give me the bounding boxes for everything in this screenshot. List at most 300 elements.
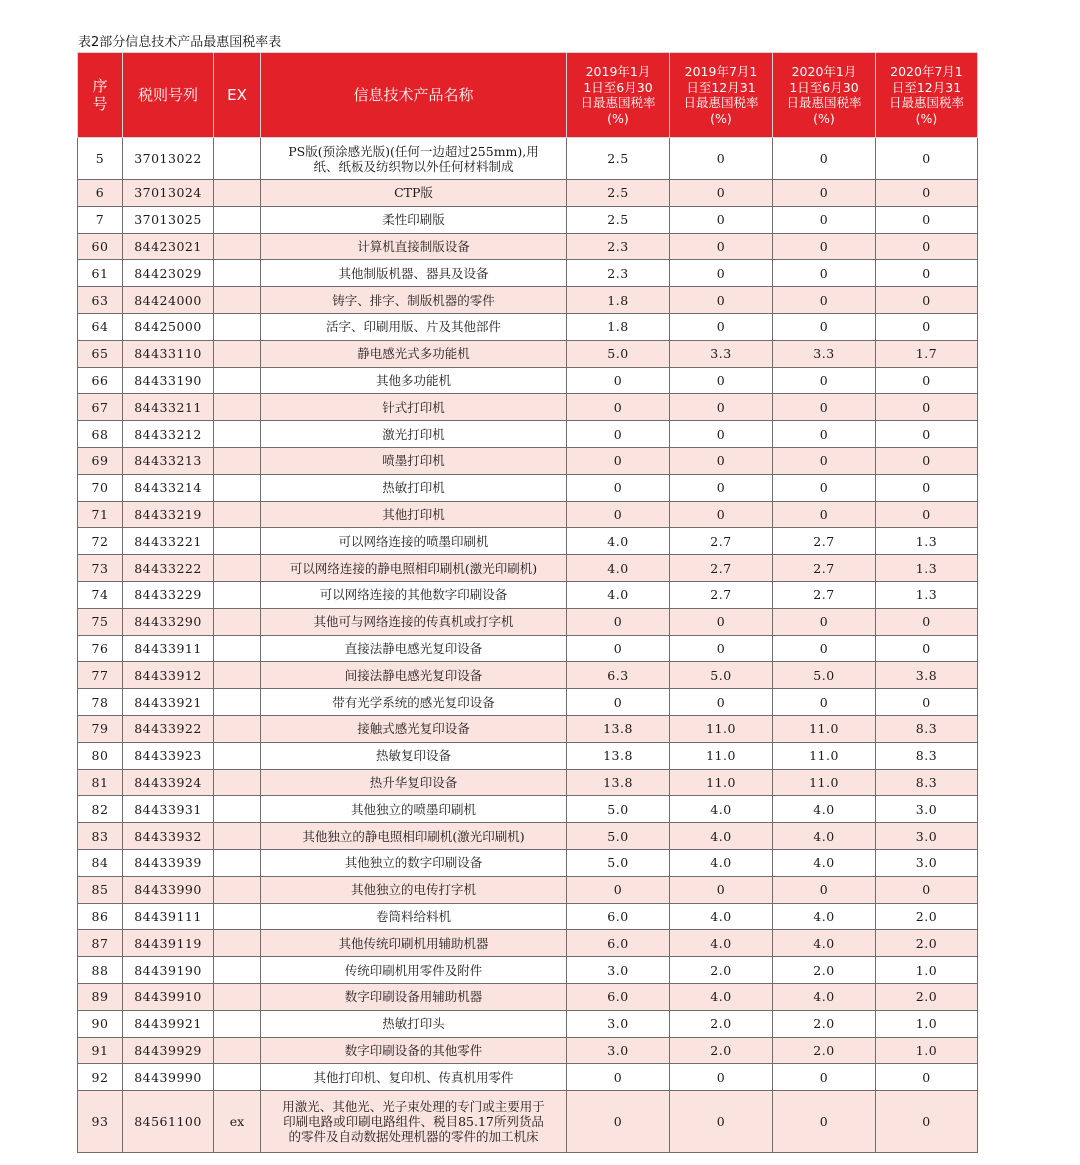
- cell-rate-2019-h2: 0: [670, 474, 773, 501]
- cell-rate-2019-h1: 2.3: [567, 260, 670, 287]
- table-row: [78, 287, 978, 314]
- cell-rate-2020-h2: 0: [876, 474, 978, 501]
- cell-seq: 5: [78, 138, 123, 180]
- table-row: [78, 206, 978, 233]
- cell-rate-2019-h2: 11.0: [670, 742, 773, 769]
- cell-rate-2020-h2: 0: [876, 689, 978, 716]
- cell-name: 其他多功能机: [261, 367, 567, 394]
- cell-rate-2019-h1: 2.3: [567, 233, 670, 260]
- cell-code: 84433921: [123, 689, 214, 716]
- cell-name: 带有光学系统的感光复印设备: [261, 689, 567, 716]
- cell-rate-2019-h1: 2.5: [567, 180, 670, 207]
- cell-code: 84433212: [123, 421, 214, 448]
- cell-seq: 6: [78, 180, 123, 207]
- cell-ex: [214, 260, 261, 287]
- cell-seq: 83: [78, 823, 123, 850]
- cell-rate-2020-h1: 5.0: [773, 662, 876, 689]
- cell-ex: [214, 635, 261, 662]
- cell-rate-2020-h1: 2.7: [773, 528, 876, 555]
- cell-rate-2019-h1: 1.8: [567, 287, 670, 314]
- cell-rate-2020-h2: 1.7: [876, 340, 978, 367]
- cell-rate-2019-h2: 2.0: [670, 957, 773, 984]
- cell-rate-2020-h2: 3.0: [876, 796, 978, 823]
- header-seq: 序 号: [78, 53, 123, 138]
- cell-ex: [214, 1037, 261, 1064]
- cell-code: 84423029: [123, 260, 214, 287]
- cell-rate-2020-h1: 4.0: [773, 930, 876, 957]
- cell-code: 37013025: [123, 206, 214, 233]
- header-rate-2019-h2: 2019年7月1 日至12月31 日最惠国税率 (%): [670, 53, 773, 138]
- cell-rate-2020-h1: 2.7: [773, 555, 876, 582]
- cell-seq: 66: [78, 367, 123, 394]
- cell-ex: [214, 903, 261, 930]
- cell-name: 直接法静电感光复印设备: [261, 635, 567, 662]
- cell-name: 其他制版机器、器具及设备: [261, 260, 567, 287]
- cell-rate-2019-h2: 11.0: [670, 715, 773, 742]
- table-header: [78, 53, 978, 138]
- table-row: [78, 138, 978, 180]
- cell-rate-2019-h2: 0: [670, 447, 773, 474]
- cell-name: 热敏打印头: [261, 1010, 567, 1037]
- cell-seq: 75: [78, 608, 123, 635]
- cell-name: 可以网络连接的喷墨印刷机: [261, 528, 567, 555]
- cell-name: PS版(预涂感光版)(任何一边超过255mm),用 纸、纸板及纺织物以外任何材料制成: [261, 138, 567, 180]
- cell-rate-2019-h2: 0: [670, 689, 773, 716]
- table-row: [78, 715, 978, 742]
- cell-name: 传统印刷机用零件及附件: [261, 957, 567, 984]
- cell-seq: 67: [78, 394, 123, 421]
- cell-seq: 72: [78, 528, 123, 555]
- table-row: [78, 849, 978, 876]
- cell-code: 84433990: [123, 876, 214, 903]
- cell-rate-2020-h2: 0: [876, 180, 978, 207]
- cell-seq: 87: [78, 930, 123, 957]
- cell-rate-2020-h2: 3.8: [876, 662, 978, 689]
- cell-rate-2019-h1: 0: [567, 447, 670, 474]
- cell-ex: [214, 233, 261, 260]
- cell-code: 84433939: [123, 849, 214, 876]
- table-row: [78, 367, 978, 394]
- cell-seq: 93: [78, 1091, 123, 1153]
- header-row: [78, 53, 978, 138]
- table-caption: 表2部分信息技术产品最惠国税率表: [78, 35, 282, 50]
- table-row: [78, 930, 978, 957]
- cell-rate-2020-h1: 0: [773, 206, 876, 233]
- cell-ex: [214, 447, 261, 474]
- tariff-rate-table: [77, 52, 978, 1153]
- cell-ex: [214, 1064, 261, 1091]
- table-row: [78, 555, 978, 582]
- cell-rate-2020-h2: 3.0: [876, 849, 978, 876]
- cell-rate-2020-h1: 3.3: [773, 340, 876, 367]
- cell-name: 计算机直接制版设备: [261, 233, 567, 260]
- cell-seq: 65: [78, 340, 123, 367]
- table-row: [78, 340, 978, 367]
- cell-code: 84433912: [123, 662, 214, 689]
- table-row: [78, 447, 978, 474]
- cell-rate-2019-h1: 0: [567, 421, 670, 448]
- cell-rate-2020-h1: 0: [773, 1091, 876, 1153]
- cell-rate-2019-h2: 0: [670, 1091, 773, 1153]
- cell-code: 84433923: [123, 742, 214, 769]
- cell-seq: 91: [78, 1037, 123, 1064]
- cell-seq: 61: [78, 260, 123, 287]
- cell-rate-2019-h1: 1.8: [567, 313, 670, 340]
- cell-seq: 79: [78, 715, 123, 742]
- cell-rate-2019-h2: 4.0: [670, 903, 773, 930]
- cell-code: 84433932: [123, 823, 214, 850]
- cell-ex: [214, 340, 261, 367]
- cell-rate-2020-h2: 0: [876, 876, 978, 903]
- header-rate-2020-h1: 2020年1月 1日至6月30 日最惠国税率 (%): [773, 53, 876, 138]
- table-row: [78, 769, 978, 796]
- cell-rate-2019-h1: 3.0: [567, 1037, 670, 1064]
- cell-code: 37013024: [123, 180, 214, 207]
- cell-rate-2020-h2: 1.0: [876, 957, 978, 984]
- cell-seq: 86: [78, 903, 123, 930]
- cell-rate-2020-h2: 1.0: [876, 1010, 978, 1037]
- cell-rate-2020-h2: 0: [876, 313, 978, 340]
- cell-rate-2019-h2: 0: [670, 394, 773, 421]
- cell-rate-2020-h2: 0: [876, 501, 978, 528]
- cell-seq: 68: [78, 421, 123, 448]
- table-row: [78, 313, 978, 340]
- cell-name: 其他传统印刷机用辅助机器: [261, 930, 567, 957]
- cell-seq: 84: [78, 849, 123, 876]
- cell-rate-2020-h1: 4.0: [773, 903, 876, 930]
- cell-ex: [214, 876, 261, 903]
- cell-rate-2019-h1: 5.0: [567, 849, 670, 876]
- cell-code: 84439929: [123, 1037, 214, 1064]
- cell-rate-2019-h2: 2.7: [670, 555, 773, 582]
- cell-rate-2019-h2: 0: [670, 233, 773, 260]
- table-row: [78, 903, 978, 930]
- cell-rate-2020-h1: 0: [773, 689, 876, 716]
- cell-rate-2019-h1: 5.0: [567, 796, 670, 823]
- cell-rate-2019-h2: 4.0: [670, 983, 773, 1010]
- cell-ex: [214, 930, 261, 957]
- cell-ex: [214, 608, 261, 635]
- cell-name: 热敏复印设备: [261, 742, 567, 769]
- cell-code: 84439990: [123, 1064, 214, 1091]
- cell-name: 其他独立的静电照相印刷机(激光印刷机): [261, 823, 567, 850]
- cell-seq: 85: [78, 876, 123, 903]
- cell-rate-2019-h1: 0: [567, 367, 670, 394]
- cell-rate-2020-h2: 1.3: [876, 528, 978, 555]
- table-row: [78, 581, 978, 608]
- cell-seq: 76: [78, 635, 123, 662]
- cell-rate-2020-h2: 0: [876, 447, 978, 474]
- cell-rate-2020-h2: 3.0: [876, 823, 978, 850]
- cell-seq: 82: [78, 796, 123, 823]
- cell-rate-2020-h1: 4.0: [773, 823, 876, 850]
- table-row: [78, 1010, 978, 1037]
- cell-ex: [214, 180, 261, 207]
- cell-name: 数字印刷设备的其他零件: [261, 1037, 567, 1064]
- cell-code: 84424000: [123, 287, 214, 314]
- cell-rate-2019-h2: 4.0: [670, 849, 773, 876]
- table-row: [78, 394, 978, 421]
- cell-rate-2020-h1: 2.0: [773, 1010, 876, 1037]
- cell-name: 柔性印刷版: [261, 206, 567, 233]
- cell-code: 84423021: [123, 233, 214, 260]
- cell-rate-2020-h2: 1.0: [876, 1037, 978, 1064]
- cell-name: 其他打印机、复印机、传真机用零件: [261, 1064, 567, 1091]
- cell-ex: [214, 367, 261, 394]
- cell-code: 84561100: [123, 1091, 214, 1153]
- cell-rate-2020-h2: 8.3: [876, 715, 978, 742]
- cell-rate-2020-h1: 0: [773, 421, 876, 448]
- cell-rate-2020-h2: 0: [876, 367, 978, 394]
- cell-rate-2019-h2: 0: [670, 287, 773, 314]
- cell-seq: 88: [78, 957, 123, 984]
- cell-rate-2019-h2: 11.0: [670, 769, 773, 796]
- cell-name: 活字、印刷用版、片及其他部件: [261, 313, 567, 340]
- cell-rate-2019-h1: 13.8: [567, 715, 670, 742]
- table-row: [78, 796, 978, 823]
- cell-rate-2020-h1: 2.0: [773, 957, 876, 984]
- cell-rate-2019-h2: 2.7: [670, 581, 773, 608]
- cell-ex: [214, 689, 261, 716]
- cell-rate-2019-h1: 6.3: [567, 662, 670, 689]
- cell-rate-2019-h1: 0: [567, 876, 670, 903]
- cell-rate-2019-h1: 0: [567, 474, 670, 501]
- cell-code: 84433211: [123, 394, 214, 421]
- cell-rate-2019-h1: 0: [567, 689, 670, 716]
- cell-rate-2020-h2: 2.0: [876, 930, 978, 957]
- cell-seq: 7: [78, 206, 123, 233]
- cell-ex: [214, 555, 261, 582]
- header-rate-2019-h1: 2019年1月 1日至6月30 日最惠国税率 (%): [567, 53, 670, 138]
- cell-code: 84433290: [123, 608, 214, 635]
- cell-code: 84439111: [123, 903, 214, 930]
- cell-seq: 63: [78, 287, 123, 314]
- cell-seq: 80: [78, 742, 123, 769]
- cell-ex: [214, 1010, 261, 1037]
- cell-name: 其他可与网络连接的传真机或打字机: [261, 608, 567, 635]
- cell-rate-2019-h2: 3.3: [670, 340, 773, 367]
- cell-rate-2020-h1: 2.0: [773, 1037, 876, 1064]
- cell-code: 37013022: [123, 138, 214, 180]
- cell-ex: [214, 849, 261, 876]
- table-body: [78, 138, 978, 1153]
- cell-rate-2019-h2: 4.0: [670, 823, 773, 850]
- cell-rate-2019-h1: 6.0: [567, 930, 670, 957]
- cell-rate-2020-h1: 0: [773, 394, 876, 421]
- cell-ex: [214, 528, 261, 555]
- cell-seq: 92: [78, 1064, 123, 1091]
- cell-rate-2020-h1: 0: [773, 180, 876, 207]
- cell-rate-2019-h2: 0: [670, 138, 773, 180]
- cell-code: 84439190: [123, 957, 214, 984]
- cell-name: 卷筒料给料机: [261, 903, 567, 930]
- cell-name: 热升华复印设备: [261, 769, 567, 796]
- header-ex: EX: [214, 53, 261, 138]
- cell-rate-2020-h1: 0: [773, 1064, 876, 1091]
- cell-rate-2019-h2: 5.0: [670, 662, 773, 689]
- cell-rate-2020-h1: 11.0: [773, 769, 876, 796]
- cell-rate-2020-h2: 0: [876, 394, 978, 421]
- cell-code: 84433222: [123, 555, 214, 582]
- cell-name: 接触式感光复印设备: [261, 715, 567, 742]
- cell-seq: 81: [78, 769, 123, 796]
- cell-rate-2020-h2: 0: [876, 206, 978, 233]
- cell-rate-2020-h1: 0: [773, 447, 876, 474]
- cell-rate-2019-h2: 0: [670, 180, 773, 207]
- cell-rate-2020-h2: 0: [876, 260, 978, 287]
- cell-code: 84439921: [123, 1010, 214, 1037]
- cell-ex: [214, 394, 261, 421]
- cell-rate-2019-h1: 4.0: [567, 528, 670, 555]
- cell-rate-2019-h2: 0: [670, 635, 773, 662]
- cell-rate-2020-h1: 11.0: [773, 742, 876, 769]
- cell-code: 84433213: [123, 447, 214, 474]
- cell-seq: 73: [78, 555, 123, 582]
- cell-rate-2019-h1: 13.8: [567, 742, 670, 769]
- cell-ex: [214, 715, 261, 742]
- cell-rate-2019-h1: 0: [567, 394, 670, 421]
- cell-ex: [214, 662, 261, 689]
- cell-code: 84425000: [123, 313, 214, 340]
- cell-rate-2020-h2: 8.3: [876, 769, 978, 796]
- table-row: [78, 501, 978, 528]
- table-row: [78, 233, 978, 260]
- cell-ex: [214, 957, 261, 984]
- cell-rate-2020-h1: 0: [773, 233, 876, 260]
- header-rate-2020-h2: 2020年7月1 日至12月31 日最惠国税率 (%): [876, 53, 978, 138]
- cell-rate-2020-h1: 0: [773, 313, 876, 340]
- cell-code: 84433922: [123, 715, 214, 742]
- cell-name: CTP版: [261, 180, 567, 207]
- cell-name: 针式打印机: [261, 394, 567, 421]
- cell-rate-2019-h1: 3.0: [567, 957, 670, 984]
- cell-rate-2020-h1: 2.7: [773, 581, 876, 608]
- cell-rate-2019-h2: 0: [670, 1064, 773, 1091]
- cell-seq: 89: [78, 983, 123, 1010]
- cell-rate-2019-h1: 0: [567, 635, 670, 662]
- table-row: [78, 635, 978, 662]
- cell-name: 可以网络连接的其他数字印刷设备: [261, 581, 567, 608]
- cell-name: 喷墨打印机: [261, 447, 567, 474]
- cell-name: 其他独立的喷墨印刷机: [261, 796, 567, 823]
- cell-rate-2020-h2: 0: [876, 233, 978, 260]
- cell-code: 84433229: [123, 581, 214, 608]
- cell-rate-2020-h2: 0: [876, 608, 978, 635]
- cell-rate-2020-h1: 4.0: [773, 849, 876, 876]
- cell-name: 静电感光式多功能机: [261, 340, 567, 367]
- cell-seq: 90: [78, 1010, 123, 1037]
- cell-rate-2019-h1: 3.0: [567, 1010, 670, 1037]
- cell-rate-2019-h1: 6.0: [567, 903, 670, 930]
- cell-rate-2019-h2: 0: [670, 608, 773, 635]
- table-row: [78, 823, 978, 850]
- cell-rate-2019-h1: 0: [567, 501, 670, 528]
- cell-name: 铸字、排字、制版机器的零件: [261, 287, 567, 314]
- cell-rate-2019-h1: 0: [567, 1091, 670, 1153]
- cell-name: 间接法静电感光复印设备: [261, 662, 567, 689]
- cell-rate-2019-h2: 0: [670, 421, 773, 448]
- cell-rate-2019-h1: 5.0: [567, 340, 670, 367]
- table-row: [78, 260, 978, 287]
- cell-rate-2019-h2: 0: [670, 876, 773, 903]
- table-row: [78, 474, 978, 501]
- table-row: [78, 528, 978, 555]
- table-row: [78, 957, 978, 984]
- cell-rate-2020-h2: 2.0: [876, 983, 978, 1010]
- cell-rate-2020-h1: 11.0: [773, 715, 876, 742]
- cell-rate-2019-h2: 0: [670, 260, 773, 287]
- cell-seq: 64: [78, 313, 123, 340]
- cell-rate-2020-h1: 0: [773, 474, 876, 501]
- cell-ex: [214, 796, 261, 823]
- cell-rate-2020-h1: 0: [773, 367, 876, 394]
- cell-rate-2020-h2: 1.3: [876, 555, 978, 582]
- table-row: [78, 983, 978, 1010]
- cell-seq: 70: [78, 474, 123, 501]
- cell-rate-2020-h2: 1.3: [876, 581, 978, 608]
- cell-rate-2019-h2: 2.0: [670, 1037, 773, 1064]
- cell-code: 84439119: [123, 930, 214, 957]
- cell-seq: 60: [78, 233, 123, 260]
- cell-code: 84439910: [123, 983, 214, 1010]
- table-row: [78, 876, 978, 903]
- cell-rate-2019-h1: 0: [567, 608, 670, 635]
- cell-seq: 77: [78, 662, 123, 689]
- cell-code: 84433911: [123, 635, 214, 662]
- cell-ex: [214, 742, 261, 769]
- cell-rate-2019-h1: 2.5: [567, 138, 670, 180]
- header-code: 税则号列: [123, 53, 214, 138]
- cell-name: 数字印刷设备用辅助机器: [261, 983, 567, 1010]
- cell-rate-2019-h1: 5.0: [567, 823, 670, 850]
- cell-rate-2019-h2: 0: [670, 501, 773, 528]
- cell-ex: [214, 501, 261, 528]
- cell-ex: [214, 581, 261, 608]
- cell-rate-2019-h2: 0: [670, 313, 773, 340]
- cell-code: 84433214: [123, 474, 214, 501]
- cell-rate-2019-h2: 4.0: [670, 930, 773, 957]
- table-row: [78, 689, 978, 716]
- table-row: [78, 421, 978, 448]
- table-row: [78, 180, 978, 207]
- cell-rate-2020-h1: 0: [773, 138, 876, 180]
- cell-code: 84433190: [123, 367, 214, 394]
- cell-rate-2019-h2: 4.0: [670, 796, 773, 823]
- cell-name: 其他打印机: [261, 501, 567, 528]
- table-row: [78, 1064, 978, 1091]
- cell-name: 激光打印机: [261, 421, 567, 448]
- cell-seq: 74: [78, 581, 123, 608]
- cell-seq: 71: [78, 501, 123, 528]
- header-name: 信息技术产品名称: [261, 53, 567, 138]
- cell-rate-2020-h2: 0: [876, 635, 978, 662]
- cell-rate-2019-h1: 0: [567, 1064, 670, 1091]
- cell-ex: [214, 983, 261, 1010]
- cell-rate-2020-h1: 4.0: [773, 983, 876, 1010]
- cell-seq: 78: [78, 689, 123, 716]
- cell-rate-2020-h1: 0: [773, 608, 876, 635]
- cell-ex: [214, 769, 261, 796]
- cell-rate-2020-h1: 0: [773, 501, 876, 528]
- cell-ex: [214, 138, 261, 180]
- cell-rate-2020-h1: 0: [773, 260, 876, 287]
- cell-rate-2019-h1: 13.8: [567, 769, 670, 796]
- table-row: [78, 662, 978, 689]
- cell-code: 84433221: [123, 528, 214, 555]
- cell-name: 用激光、其他光、光子束处理的专门或主要用于 印刷电路或印刷电路组件、税目85.17所列货品 的零件及自动数据处理机器的零件的加工机床: [261, 1091, 567, 1153]
- cell-name: 其他独立的数字印刷设备: [261, 849, 567, 876]
- cell-ex: [214, 313, 261, 340]
